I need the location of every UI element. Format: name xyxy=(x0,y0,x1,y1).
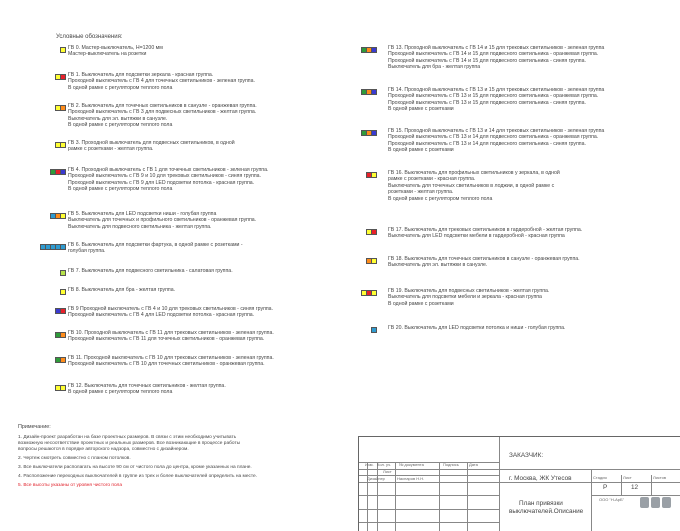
stamp-sheet-header: Лист xyxy=(623,475,632,480)
legend-entry-line: ГВ 8. Выключатель для бра - желтая группа. xyxy=(68,287,176,293)
stamp-col-list: Лист xyxy=(383,469,392,474)
legend-entry-line: ГВ 7. Выключатель для подвесного светильника - салатовая группа. xyxy=(68,268,233,274)
legend-entry-line: Выключатель для бра - желтая группа xyxy=(388,64,481,71)
legend-entry-line: ГВ 17. Выключатель для трековых светильников в гардеробной - желтая группа. xyxy=(388,227,583,233)
stamp-address: г. Москва, ЖК Утесов xyxy=(509,475,572,482)
legend-entry-line: ГВ 4. Проходной выключатель с ГВ 1 для точечных светильников - зеленая группа. xyxy=(68,167,269,173)
switch-color-swatch xyxy=(60,332,66,338)
switch-color-swatch xyxy=(371,130,377,136)
legend-entry-line: В одной рамке с регулятором теплого пола xyxy=(68,186,173,193)
legend-entry-line: Проходной выключатель с ГВ 3 для подвесных светильников - желтая группа. xyxy=(68,109,257,116)
switch-color-swatch xyxy=(60,244,66,250)
legend-entry-line: Выключатель для точечных светильников в лоджии, в одной рамке с xyxy=(388,182,555,189)
note-item: 4. Расположение переходных выключателей в группе из трех и более выключателей определить на месте. xyxy=(18,474,258,479)
legend-entry-line: ГВ 11. Проходной выключатель с ГВ 10 для трековых светильников - зеленая группа. xyxy=(68,355,274,361)
legend-entry-line: Проходной выключатель с ГВ 9 и 10 для трековых светильников - синяя группа. xyxy=(68,173,261,180)
switch-symbol-icon xyxy=(55,357,66,364)
stamp-col-izm: Изм. xyxy=(365,462,374,467)
legend-entry-text xyxy=(68,383,226,396)
switch-symbol-icon xyxy=(50,213,66,220)
legend-entry-line: ГВ 6. Выключатель для подсветки фартука, в одной рамке с розетками - xyxy=(68,242,243,248)
stamp-company: ООО "Н-АрБ" xyxy=(599,497,625,502)
legend-entry-line: Проходной выключатель с ГВ 14 и 15 для подвесного светильника - синяя группа. xyxy=(388,57,586,64)
legend-entry-line: Проходной выключатель с ГВ 13 и 15 для подвесного светильника - оранжевая группа. xyxy=(388,93,599,100)
switch-symbol-icon xyxy=(371,327,377,334)
switch-symbol-icon xyxy=(55,74,66,81)
switch-color-swatch xyxy=(60,308,66,314)
switch-symbol-icon xyxy=(55,332,66,339)
switch-symbol-icon xyxy=(60,47,66,54)
switch-color-swatch xyxy=(60,385,66,391)
legend-entry-text xyxy=(388,170,560,202)
legend-entry-line: Выключатель для точечных и профильного светильников - оранжевая группа. xyxy=(68,217,257,224)
legend-entry-line: Проходной выключатель с ГВ 4 для точечных светильников - зеленая группа. xyxy=(68,78,255,85)
legend-entry-text xyxy=(68,330,274,343)
legend-entry-line: ГВ 16. Выключатель для профильных светильников у зеркала, в одной xyxy=(388,170,560,176)
legend-entry-line: Проходной выключатель с ГВ 13 и 14 для подвесного светильника - оранжевая группа. xyxy=(388,134,599,141)
switch-color-swatch xyxy=(60,74,66,80)
legend-entry-line: Проходной выключатель с ГВ 9 для LED подсветки потолка - красная группа. xyxy=(68,179,255,186)
legend-entry-line: Выключатель для подвесного светильника - желтая группа. xyxy=(68,223,212,230)
note-item: 3. Все выключатели располагать на высоте 90 см от чистого пола до центра, кроме указанных на плане. xyxy=(18,465,252,470)
legend-entry-line: ГВ 13. Проходной выключатель с ГВ 14 и 15 для трековых светильников - зеленая группа xyxy=(388,45,605,51)
switch-color-swatch xyxy=(371,229,377,235)
legend-entry-line: ГВ 2. Выключатель для точечных светильников в санузле - оранжевая группа. xyxy=(68,103,257,109)
switch-symbol-icon xyxy=(361,47,377,54)
switch-color-swatch xyxy=(371,327,377,333)
switch-symbol-icon xyxy=(361,130,377,137)
stamp-role: Дизайнер xyxy=(367,476,385,481)
legend-entry-line: ГВ 10. Проходной выключатель с ГВ 11 для трековых светильников - зеленая группа. xyxy=(68,330,274,336)
legend-entry-text xyxy=(68,45,163,58)
legend-entry-line: розетками - желтая группа. xyxy=(388,189,454,196)
legend-entry-line: В одной рамке с регулятором теплого пола xyxy=(68,389,173,396)
legend-entry-text xyxy=(388,45,604,71)
legend-entry-line: Выключатель для LED подсветки мебели в гардеробной - красная группа xyxy=(388,233,565,240)
switch-color-swatch xyxy=(371,172,377,178)
note-item-red: 5. Все высоты указаны от уровня чистого пола xyxy=(18,483,122,488)
legend-entry-line: Выключатель для эл. вытяжки в санузле. xyxy=(68,115,168,122)
stamp-stage-value: Р xyxy=(603,484,608,491)
switch-color-swatch xyxy=(60,142,66,148)
legend-entry-text xyxy=(68,242,243,255)
legend-entry-line: ГВ 20. Выключатель для LED подсветки потолка и ниши - голубая группа. xyxy=(388,325,566,331)
switch-symbol-icon xyxy=(361,89,377,96)
legend-entry-text xyxy=(68,72,255,91)
legend-entry-line: Проходной выключатель с ГВ 11 для точечных светильников - оранжевая группа. xyxy=(68,336,265,343)
switch-color-swatch xyxy=(60,47,66,53)
note-item: 1. Дизайн-проект разработан на базе проектных размеров. В связи с этим необходимо учитывать возможную несоответствие проектных и реальных размеров. Все возникающие в процессе работы вопросы решаются в порядке авторского надзора, совместно с дизайнером. xyxy=(18,435,241,452)
legend-entry-line: Выключатель для подсветки мебели и зеркала - красная группа xyxy=(388,294,542,301)
stamp-col-sign: Подпись xyxy=(443,462,459,467)
switch-symbol-icon xyxy=(366,172,377,179)
switch-symbol-icon xyxy=(55,308,66,315)
legend-entry-line: рамке с розетками - желтая группа. xyxy=(68,146,154,153)
legend-entry-text xyxy=(68,103,257,129)
legend-entry-line: Проходной выключатель с ГВ 13 и 14 для подвесного светильника - синяя группа. xyxy=(388,140,586,147)
legend-entry-line: ГВ 1. Выключатель для подсветки зеркала - красная группа. xyxy=(68,72,214,78)
title-block-stamp xyxy=(358,436,680,531)
legend-entry-text xyxy=(388,227,582,240)
switch-symbol-icon xyxy=(40,244,66,251)
stamp-title-line1: План привязки xyxy=(519,500,563,507)
switch-symbol-icon xyxy=(60,270,66,277)
legend-entry-text xyxy=(388,256,580,269)
switch-symbol-icon xyxy=(366,258,377,265)
legend-entry-line: голубая группа. xyxy=(68,248,106,255)
stamp-customer: ЗАКАЗЧИК: xyxy=(509,452,544,459)
notes-block xyxy=(18,424,343,492)
switch-symbol-icon xyxy=(366,229,377,236)
legend-entry-line: рамке с розетками - красная группа. xyxy=(388,176,476,183)
legend-entry-line: ГВ 9 Проходной выключатель с ГВ 4 и 10 для трековых светильников - синяя группа. xyxy=(68,306,274,312)
legend-entry-line: В одной рамке с регулятором теплого пола xyxy=(68,84,173,91)
switch-color-swatch xyxy=(60,213,66,219)
legend-entry-line: В одной рамке с регулятором теплого пола xyxy=(388,195,493,202)
switch-color-swatch xyxy=(371,258,377,264)
legend-entry-text xyxy=(68,211,256,230)
legend-entry-line: ГВ 18. Выключатель для точечных светильников в санузле - оранжевая группа. xyxy=(388,256,580,262)
legend-entry-line: ГВ 19. Выключатель для подвесных светильников - желтая группа. xyxy=(388,288,550,294)
stamp-name: Наснаров Н.Н. xyxy=(397,476,425,481)
switch-symbol-icon xyxy=(50,169,66,176)
legend-entry-text xyxy=(68,167,268,193)
legend-entry-text xyxy=(68,287,175,293)
legend-entry-line: Проходной выключатель с ГВ 4 для LED подсветки потолка - красная группа. xyxy=(68,312,255,319)
legend-entry-line: В одной рамке с регулятором теплого пола xyxy=(68,122,173,129)
legend-entry-text xyxy=(68,268,233,274)
switch-symbol-icon xyxy=(55,105,66,112)
legend-entry-text xyxy=(68,355,274,368)
legend-entry-line: Проходной выключатель с ГВ 10 для точечных светильников - оранжевая группа. xyxy=(68,361,265,368)
stamp-col-date: Дата xyxy=(469,462,478,467)
switch-color-swatch xyxy=(371,47,377,53)
switch-symbol-icon xyxy=(361,290,377,297)
company-logo-icon xyxy=(640,497,671,508)
stamp-col-doc: № документа xyxy=(399,462,424,467)
stamp-col-kol: Кол. уч. xyxy=(377,462,392,467)
legend-entry-line: ГВ 15. Проходной выключатель с ГВ 13 и 14 для трековых светильников - зеленая группа xyxy=(388,128,605,134)
legend-entry-line: ГВ 14. Проходной выключатель с ГВ 13 и 15 для трековых светильников - зеленая группа xyxy=(388,87,605,93)
stamp-title-line2: выключателей.Описание xyxy=(509,508,584,515)
legend-entry-line: В одной рамке с розетками xyxy=(388,300,454,307)
notes-header: Примечание: xyxy=(18,424,51,430)
stamp-sheet-value: 12 xyxy=(631,484,639,491)
legend-entry-line: ГВ 3. Проходной выключатель для подвесных светильников, в одной xyxy=(68,140,235,146)
legend-entry-line: Проходной выключатель с ГВ 13 и 15 для подвесного светильника - синяя группа. xyxy=(388,99,586,106)
switch-symbol-icon xyxy=(60,289,66,296)
legend-entry-text xyxy=(388,87,604,113)
switch-color-swatch xyxy=(60,105,66,111)
legend-entry-text xyxy=(68,140,235,153)
switch-color-swatch xyxy=(60,169,66,175)
switch-color-swatch xyxy=(60,289,66,295)
legend-entry-text xyxy=(68,306,273,319)
note-item: 2. Чертеж смотреть совместно с планом потолков. xyxy=(18,456,131,461)
stamp-stage-header: Стадия xyxy=(593,475,607,480)
legend-entry-line: ГВ 5. Выключатель для LED подсветки ниши - голубая группа xyxy=(68,211,217,217)
switch-color-swatch xyxy=(371,290,377,296)
legend-entry-line: Мастер-выключатель на розетки xyxy=(68,51,147,58)
switch-symbol-icon xyxy=(55,385,66,392)
legend-entry-text xyxy=(388,288,549,307)
legend-entry-text xyxy=(388,128,604,154)
legend-title: Условные обозначения: xyxy=(56,34,123,40)
legend-entry-line: Выключатель для эл. вытяжки в санузле. xyxy=(388,262,488,269)
switch-color-swatch xyxy=(60,357,66,363)
legend-entry-line: ГВ 0. Мастер-выключатель, Н=1200 мм xyxy=(68,45,163,51)
legend-entry-line: В одной рамке с розетками xyxy=(388,106,454,113)
legend-entry-line: В одной рамке с розетками xyxy=(388,147,454,154)
legend-entry-text xyxy=(388,325,565,331)
stamp-sheets-header: Листов xyxy=(653,475,666,480)
switch-symbol-icon xyxy=(55,142,66,149)
legend-entry-line: ГВ 12. Выключатель для точечных светильников - желтая группа. xyxy=(68,383,226,389)
switch-color-swatch xyxy=(371,89,377,95)
legend-entry-line: Проходной выключатель с ГВ 14 и 15 для подвесного светильника - оранжевая группа. xyxy=(388,51,599,58)
switch-color-swatch xyxy=(60,270,66,276)
